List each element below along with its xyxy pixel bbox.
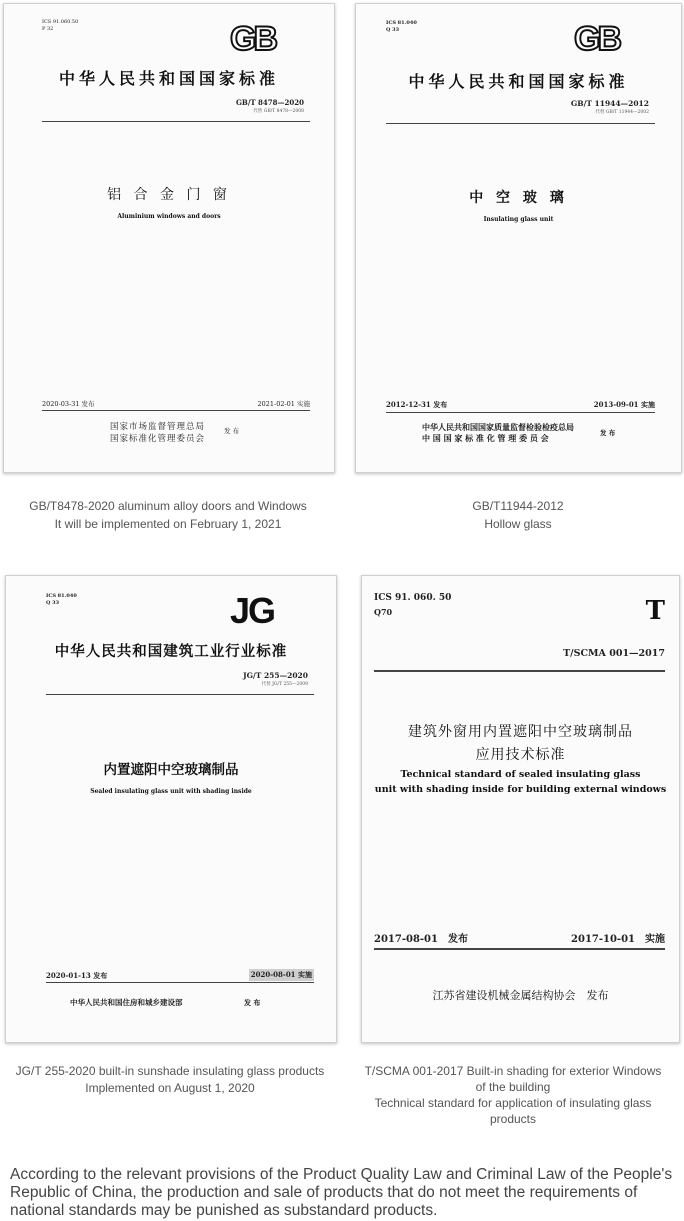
caption-line: It will be implemented on February 1, 2021 xyxy=(54,517,282,531)
standard-code: JG/T 255—2020 xyxy=(243,671,308,680)
issuer-line2: 国家标准化管理委员会 xyxy=(110,434,206,444)
caption-line: T/SCMA 001-2017 Built-in shading for exterior Windows xyxy=(364,1064,662,1078)
standard-header: 中华人民共和国建筑工业行业标准 xyxy=(54,644,288,660)
issuer-line1: 中华人民共和国住房和城乡建设部 xyxy=(70,998,183,1007)
issue-word: 发 布 xyxy=(224,427,240,435)
title-en-line2: unit with shading inside for building external windows xyxy=(374,784,667,795)
issue-date: 2020-03-31 发布 xyxy=(42,400,95,408)
title-en: Sealed insulating glass unit with shading inside xyxy=(90,788,252,795)
issue-date: 2017-08-01 发布 xyxy=(374,934,468,945)
title-cn: 铝 合 金 门 窗 xyxy=(107,187,231,203)
impl-date: 2017-10-01 实施 xyxy=(571,934,665,945)
caption-line: GB/T8478-2020 aluminum alloy doors and Windows xyxy=(29,499,307,513)
date-rule xyxy=(374,948,665,950)
header-rule xyxy=(46,694,314,695)
issue-date: 2012-12-31 发布 xyxy=(386,400,448,409)
title-en: Insulating glass unit xyxy=(483,216,554,223)
header-rule xyxy=(374,670,665,672)
impl-date: 2021-02-01 实施 xyxy=(257,400,310,408)
caption-line: JG/T 255-2020 built-in sunshade insulating glass products xyxy=(15,1064,325,1078)
date-rule xyxy=(42,410,310,411)
date-rule xyxy=(46,982,314,983)
gb-logo-icon: GB xyxy=(230,20,275,58)
issue-word: 发 布 xyxy=(600,429,616,437)
standard-code: GB/T 11944—2012 xyxy=(570,99,649,108)
title-en-line1: Technical standard of sealed insulating glass xyxy=(400,769,641,780)
caption-line: of the building xyxy=(475,1080,551,1094)
jg-logo-icon: JG xyxy=(230,590,275,631)
title-cn: 中 空 玻 璃 xyxy=(469,190,568,206)
replaces-code: 代替 GB/T 11944—2002 xyxy=(595,110,649,115)
standard-header: 中华人民共和国国家标准 xyxy=(408,72,629,91)
caption-line: Implemented on August 1, 2020 xyxy=(85,1081,255,1095)
title-en: Aluminium windows and doors xyxy=(117,213,221,220)
issue-word: 发 布 xyxy=(244,998,261,1007)
standard-code: GB/T 8478—2020 xyxy=(235,98,304,107)
issuer-line1: 国家市场监督管理总局 xyxy=(110,422,206,432)
replaces-code: 代替 JG/T 255—2009 xyxy=(261,682,308,687)
caption-line: Technical standard for application of insulating glass xyxy=(374,1096,652,1110)
standard-code: T/SCMA 001—2017 xyxy=(563,648,665,659)
header-rule xyxy=(42,121,310,122)
title-cn-line1: 建筑外窗用内置遮阳中空玻璃制品 xyxy=(408,724,633,740)
title-cn-line2: 应用技术标准 xyxy=(475,747,566,763)
class-code: P 32 xyxy=(42,26,54,32)
ics-code: ICS 91. 060. 50 xyxy=(374,593,452,603)
legal-notice: According to the relevant provisions of the Product Quality Law and Criminal Law of the People's Republic of China, the production and sale of products that do not meet the requirements of national standards may be punished as substandard products. xyxy=(10,1166,673,1219)
caption-line: GB/T11944-2012 xyxy=(472,499,564,513)
class-code: Q70 xyxy=(374,607,393,617)
standard-cover-gb-11944[interactable] xyxy=(355,3,682,473)
replaces-code: 代替 GB/T 8478—2008 xyxy=(253,109,304,114)
ics-code: ICS 81.040 xyxy=(386,20,417,26)
issuer-line1: 江苏省建设机械金属结构协会 发布 xyxy=(432,989,609,1002)
t-logo-icon: T xyxy=(645,596,665,626)
ics-code: ICS 81.040 xyxy=(46,593,77,599)
class-code: Q 33 xyxy=(46,600,60,606)
issuer-line2: 中 国 国 家 标 准 化 管 理 委 员 会 xyxy=(422,433,549,443)
gb-logo-icon: GB xyxy=(574,20,619,58)
caption-line: products xyxy=(489,1112,537,1126)
standard-cover-tscma-001[interactable] xyxy=(361,575,680,1043)
standard-cover-jg-255[interactable] xyxy=(5,575,337,1043)
standard-header: 中华人民共和国国家标准 xyxy=(58,69,279,88)
standard-cover-gb-8478[interactable] xyxy=(3,3,335,473)
class-code: Q 33 xyxy=(386,27,400,33)
ics-code: ICS 91.060.50 xyxy=(42,19,79,25)
issuer-line1: 中华人民共和国国家质量监督检验检疫总局 xyxy=(422,422,574,432)
caption-line: Hollow glass xyxy=(484,517,552,531)
impl-date: 2013-09-01 实施 xyxy=(593,400,655,409)
header-rule xyxy=(386,123,655,124)
impl-date: 2020-08-01 实施 xyxy=(250,970,312,979)
issue-date: 2020-01-13 发布 xyxy=(46,971,108,980)
title-cn: 内置遮阳中空玻璃制品 xyxy=(103,762,239,778)
date-rule xyxy=(386,412,655,413)
